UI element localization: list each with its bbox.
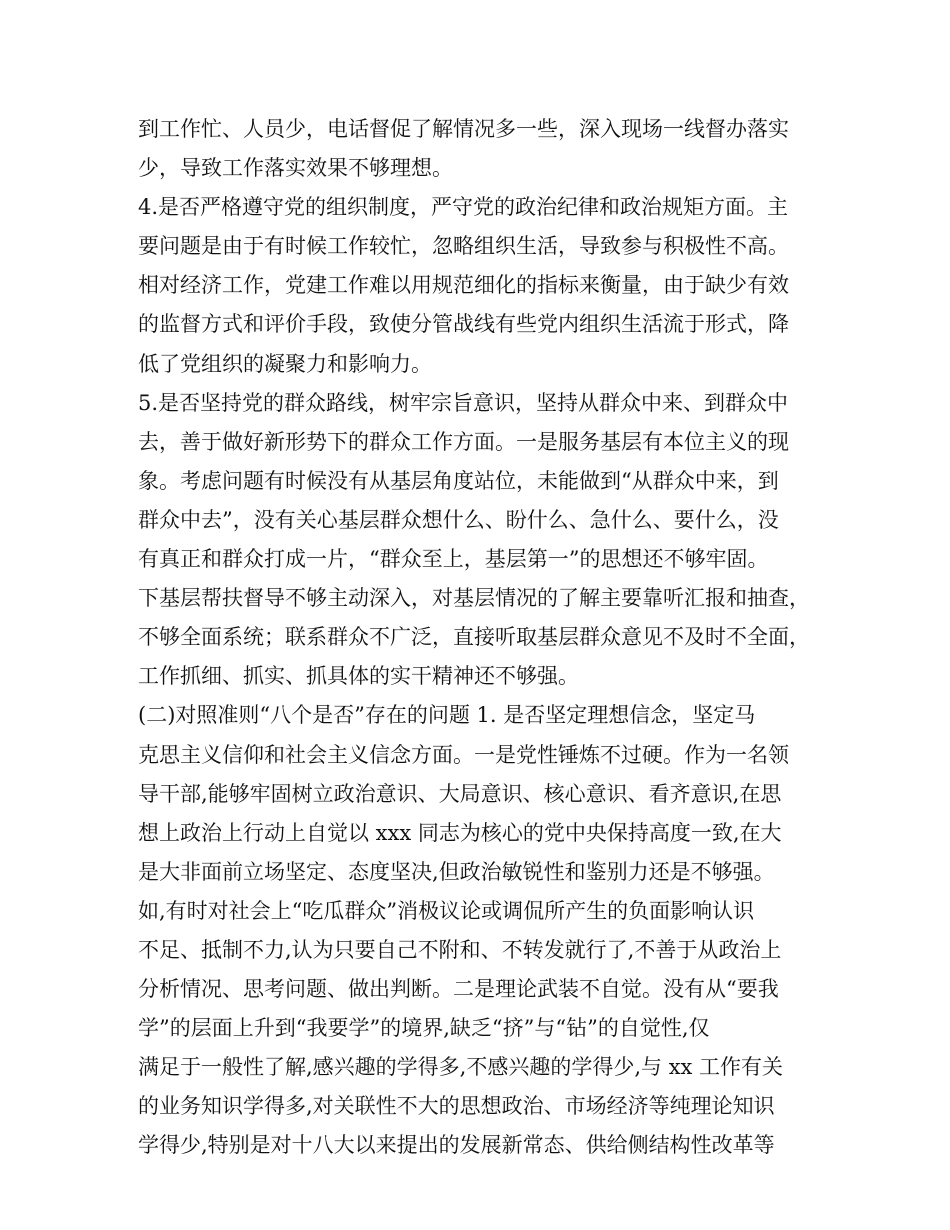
text-line: 不够全面系统；联系群众不广泛，直接听取基层群众意见不及时不全面，	[138, 625, 810, 650]
text-line: 群众中去”，没有关心基层群众想什么、盼什么、急什么、要什么，没	[138, 507, 779, 532]
text-line: 如,有时对社会上“吃瓜群众”消极议论或调侃所产生的负面影响认识	[138, 898, 755, 923]
text-line: 导干部,能够牢固树立政治意识、大局意识、核心意识、看齐意识,在思	[138, 781, 782, 806]
text-line: 学”的层面上升到“我要学”的境界,缺乏“挤”与“钻”的自觉性,仅	[138, 1016, 710, 1041]
text-line: 去，善于做好新形势下的群众工作方面。一是服务基层有本位主义的现	[138, 429, 789, 454]
text-line: 满足于一般性了解,感兴趣的学得多,不感兴趣的学得少,与 xx 工作有关	[138, 1055, 784, 1080]
text-line: 相对经济工作，党建工作难以用规范细化的指标来衡量，由于缺少有效	[138, 273, 789, 298]
text-line: 象。考虑问题有时候没有从基层角度站位，未能做到“从群众中来，到	[138, 468, 779, 493]
text-line: 分析情况、思考问题、做出判断。二是理论武装不自觉。没有从“要我	[138, 977, 779, 1002]
text-line: 有真正和群众打成一片，“群众至上，基层第一”的思想还不够牢固。	[138, 547, 769, 572]
body-text	[138, 110, 828, 1166]
text-line: 不足、抵制不力,认为只要自己不附和、不转发就行了,不善于从政治上	[138, 937, 782, 962]
text-line: 少，导致工作落实效果不够理想。	[138, 156, 453, 181]
text-line: 的监督方式和评价手段，致使分管战线有些党内组织生活流于形式，降	[138, 312, 789, 337]
text-line: 想上政治上行动上自觉以 xxx 同志为核心的党中央保持高度一致,在大	[138, 820, 782, 845]
text-line: 是大非面前立场坚定、态度坚决,但政治敏锐性和鉴别力还是不够强。	[138, 859, 775, 884]
text-line: 要问题是由于有时候工作较忙，忽略组织生活，导致参与积极性不高。	[138, 234, 789, 259]
text-line: 下基层帮扶督导不够主动深入，对基层情况的了解主要靠听汇报和抽查，	[138, 586, 810, 611]
text-line: 4.是否严格遵守党的组织制度，严守党的政治纪律和政治规矩方面。主	[138, 195, 789, 220]
text-line: 5.是否坚持党的群众路线，树牢宗旨意识，坚持从群众中来、到群众中	[138, 390, 789, 415]
text-line: 低了党组织的凝聚力和影响力。	[138, 351, 432, 376]
text-line: 的业务知识学得多,对关联性不大的思想政治、市场经济等纯理论知识	[138, 1094, 775, 1119]
text-line: (二)对照准则“八个是否”存在的问题 1. 是否坚定理想信念，坚定马	[138, 703, 756, 728]
text-line: 工作抓细、抓实、抓具体的实干精神还不够强。	[138, 664, 579, 689]
text-line: 克思主义信仰和社会主义信念方面。一是党性锤炼不过硬。作为一名领	[138, 742, 789, 767]
text-line: 学得少,特别是对十八大以来提出的发展新常态、供给侧结构性改革等	[138, 1133, 775, 1158]
text-line: 到工作忙、人员少，电话督促了解情况多一些，深入现场一线督办落实	[138, 117, 789, 141]
